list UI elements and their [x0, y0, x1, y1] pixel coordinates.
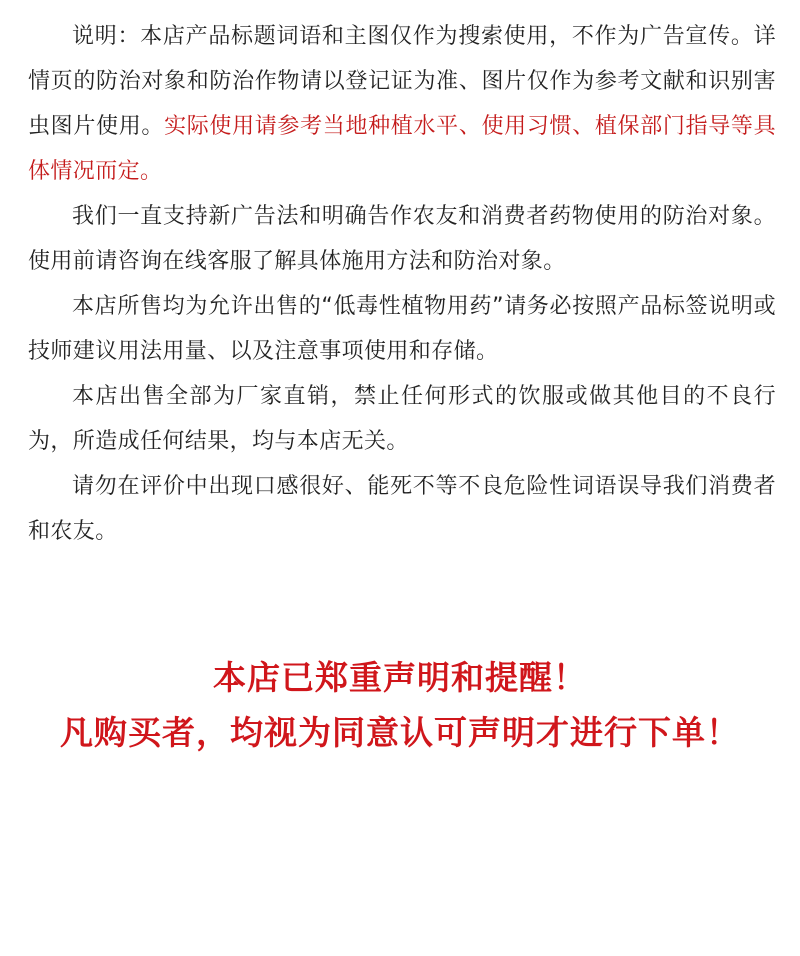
declaration-consent: 凡购买者，均视为同意认可声明才进行下单！ — [60, 713, 740, 752]
notice-paragraph-review-warning: 请勿在评价中出现口感很好、能死不等不良危险性词语误导我们消费者和农友。 — [28, 474, 776, 544]
notice-paragraph-disclaimer — [28, 14, 776, 194]
notice-paragraph-ad-law: 我们一直支持新广告法和明确告作农友和消费者药物使用的防治对象。使用前请咨询在线客服了解具体施用方法和防治对象。 — [28, 204, 776, 274]
declaration-section — [0, 650, 800, 760]
notice-paragraph-direct-sale: 本店出售全部为厂家直销，禁止任何形式的饮服或做其他目的不良行为，所造成任何结果，均与本店无关。 — [28, 384, 776, 454]
disclaimer-highlight-text: 实际使用请参考当地种植水平、使用习惯、植保部门指导等具体情况而定。 — [28, 114, 776, 184]
notice-paragraph-usage: 本店所售均为允许出售的“低毒性植物用药”请务必按照产品标签说明或技师建议用法用量、以及注意事项使用和存储。 — [28, 294, 776, 364]
notice-section — [28, 14, 776, 554]
disclaimer-text: 说明：本店产品标题词语和主图仅作为搜索使用，不作为广告宣传。详情页的防治对象和防治作物请以登记证为准、图片仅作为参考文献和识别害虫图片使用。 — [28, 24, 776, 139]
declaration-heading: 本店已郑重声明和提醒！ — [213, 658, 587, 697]
